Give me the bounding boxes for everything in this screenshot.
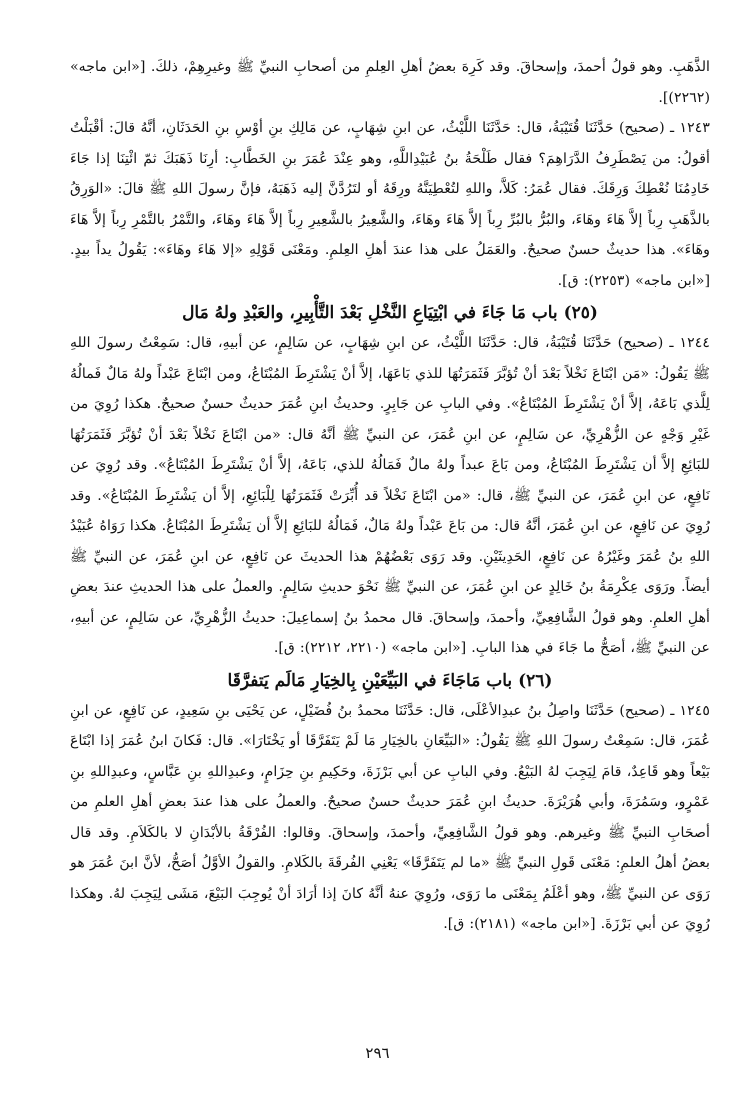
paragraph-intro: الذَّهَبِ. وهو قولُ أحمدَ، وإسحاقَ. وقد كَرِهَ بعضُ أهلِ العِلمِ من أصحابِ النبيِّ ﷺ وغيرِهِمْ، ذلكَ. [«ابن ماجه» (٢٢٦٢)]. [70, 59, 710, 106]
chapter-heading-26: (٢٦) باب مَاجَاءَ في البَيِّعَيْنِ بِالخِيَارِ مَالَم يَتفرَّقَا [227, 670, 553, 691]
chapter-heading-25: (٢٥) باب مَا جَاءَ في ابْتِيَاعِ النَّخْلِ بَعْدَ التَّأْبِيرِ، والعَبْدِ ولهُ مَال [182, 303, 598, 323]
hadith-1244: ١٢٤٤ ـ (صحيح) حَدَّثَنَا قُتَيْبَةُ، قال: حَدَّثَنَا اللَّيْثُ، عن ابنِ شِهَابٍ، عن سَالِمٍ، عن أبيهِ، قال: سَمِعْتُ رسولَ اللهِ ﷺ يَقُولُ: «مَن ابْتَاعَ نَخْلاً بَعْدَ أنْ تُؤبَّرَ فَثَمَرَتُهَا للذي بَاعَهَا، إلاَّ أنْ يَشْتَرِطَ المُبْتَاعُ، ومن ابْتَاعَ عَبْداً ولهُ مَالٌ فَمالُهُ لِلَّذي بَاعَهُ، إلاَّ أنْ يَشْتَرِطَ المُبْتَاعُ». وفي البابِ عن جَابِرٍ. وحديثُ ابنِ عُمَرَ حديثٌ حسنٌ صحيحٌ. هكذا رُوِيَ من غَيْرِ وَجْهٍ عن الزُّهْرِيِّ، عن سَالِمٍ، عن ابنِ عُمَرَ، عن النبيِّ ﷺ أنَّهُ قال: «من ابْتَاعَ نَخْلاً بَعْدَ أنْ تُؤبَّرَ فَثَمَرَتُهَا للبَائِعِ إلاَّ أن يَشْتَرِطَ المُبْتَاعُ، ومن بَاعَ عبداً ولهُ مالٌ فَمَالُهُ للذي، بَاعَهُ، إلاَّ أنْ يَشْتَرِطَ المُبْتَاعُ». وقد رُوِيَ عن نَافِعٍ، عن ابنِ عُمَرَ، عن النبيِّ ﷺ، قال: «من ابْتَاعَ نَخْلاً قد أُبِّرَتْ فَثَمَرَتُهَا لِلْبَائِعِ، إلاَّ أن يَشْتَرِطَ المُبْتَاعُ». وقد رُوِيَ عن نَافِعٍ، عن ابنِ عُمَرَ، أنَّهُ قال: من بَاعَ عَبْداً ولهُ مَالٌ، فَمَالُهُ للبَائِعِ إلاَّ أن يَشْتَرِطَ المُبْتَاعُ. هكذا رَوَاهُ عُبَيْدُ اللهِ بنُ عُمَرَ وغَيْرُهُ عن نَافِعٍ، الحَدِيثَيْنِ. وقد رَوَى بَعْضُهُمْ هذا الحديثَ عن نَافِعٍ، عن ابنِ عُمَرَ، عن النبيِّ ﷺ أيضاً. ورَوَى عِكْرِمَةُ بنُ خَالِدٍ عن ابنِ عُمَرَ، عن النبيِّ ﷺ نَحْوَ حديثِ سَالِمٍ. والعملُ على هذا الحديثِ عندَ بعضِ أهلِ العلمِ. وهو قولُ الشَّافِعِيِّ، وأحمدَ، وإسحاقَ. قال محمدُ بنُ إسماعِيلَ: حديثُ الزُّهْرِيِّ، عن سَالِمٍ، عن أبيهِ، عن النبيِّ ﷺ، أصَحُّ ما جَاءَ في هذا البابِ. [«ابن ماجه» (٢٢١٠، ٢٢١٢): ق]. [70, 335, 710, 656]
hadith-1245: ١٢٤٥ ـ (صحيح) حَدَّثَنَا واصِلُ بنُ عبدِالأعْلَى، قال: حَدَّثَنَا محمدُ بنُ فُضَيْلٍ، عن يَحْيَى بنِ سَعِيدٍ، عن نَافِعٍ، عن ابنِ عُمَرَ، قال: سَمِعْتُ رسولَ اللهِ ﷺ يَقُولُ: «البَيِّعَانِ بالخِيَارِ مَا لَمْ يَتَفَرَّقَا أو يَخْتَارَا». قال: فَكانَ ابنُ عُمَرَ إذا ابْتَاعَ بَيْعاً وهو قَاعِدٌ، قامَ لِيَجِبَ لهُ البَيْعُ. وفي البابِ عن أبي بَرْزَةَ، وحَكِيمِ بنِ حِزَامٍ، وعبدِاللهِ بنِ عَبَّاسٍ، وعبدِاللهِ بنِ عَمْرٍو، وسَمُرَةَ، وأبي هُرَيْرَةَ. حديثُ ابنِ عُمَرَ حديثٌ حسنٌ صحيحٌ. والعملُ على هذا عندَ بعضِ أهلِ العلمِ من أصحَابِ النبيِّ ﷺ وغيرهم. وهو قولُ الشَّافِعِيِّ، وأحمدَ، وإسحاقَ. وقالوا: الفُرْقَةُ بالأبْدَانِ لا بالكَلاَمِ. وقد قال بعضُ أهلُ العلمِ: مَعْنَى قَولِ النبيِّ ﷺ «ما لم يَتَفَرَّقَا» يَعْنِي الفُرقَةَ بالكَلامِ. والقولُ الأوَّلُ أصَحُّ، لأنَّ ابنَ عُمَرَ هو رَوَى عن النبيِّ ﷺ، وهو أعْلَمُ بِمَعْنَى ما رَوَى، ورُوِيَ عنهُ أنَّهُ كانَ إذا أرَادَ أنْ يُوجِبَ البَيْعَ، مَشَى لِيَجِبَ لهُ. وهكذا رُوِيَ عن أبي بَرْزَةَ. [«ابن ماجه» (٢١٨١): ق]. [70, 702, 710, 932]
page-body [70, 52, 710, 940]
hadith-1243: ١٢٤٣ ـ (صحيح) حَدَّثَنَا قُتَيْبَةُ، قال: حَدَّثَنَا اللَّيْثُ، عن ابنِ شِهَابٍ، عن مَالِكِ بنِ أوْسِ بنِ الحَدَثَانِ، أنَّهُ قالَ: أقْبَلْتُ أقولُ: من يَصْطَرِفُ الدَّرَاهِمَ؟ فقال طَلْحَةُ بنُ عُبَيْدِاللَّهِ، وهو عِنْدَ عُمَرَ بنِ الخَطَّابِ: أرِنَا ذَهَبَكَ ثمّ ائْتِنَا إذا جَاءَ خَادِمُنَا نُعْطِكَ وَرِقَكَ. فقال عُمَرُ: كَلاَّ، واللهِ لتُعْطِيَنَّهُ ورِقَهُ أو لتَرُدَّنَّ إليه ذَهَبَهُ، فإنَّ رسولَ اللهِ ﷺ قالَ: «الوَرِقُ بالذَّهَبِ رِباً إلاَّ هَاءَ وهَاءَ، والبُرُّ بالبُرِّ رِباً إلاَّ هَاءَ وهَاءَ، والشَّعِيرُ بالشَّعِيرِ رِباً إلاَّ هَاءَ وهَاءَ، والتَّمْرُ بالتَّمْرِ رِباً إلاَّ هَاءَ وهَاءَ». هذا حديثٌ حسنٌ صحيحٌ. والعَمَلُ على هذا عندَ أهلِ العِلمِ. ومَعْنَى قَوْلِهِ «إلا هَاءَ وهَاءَ»: يَقُولُ يداً بيدٍ. [«ابن ماجه» (٢٢٥٣): ق]. [70, 120, 710, 289]
page-number: ٢٩٦ [365, 1044, 390, 1062]
